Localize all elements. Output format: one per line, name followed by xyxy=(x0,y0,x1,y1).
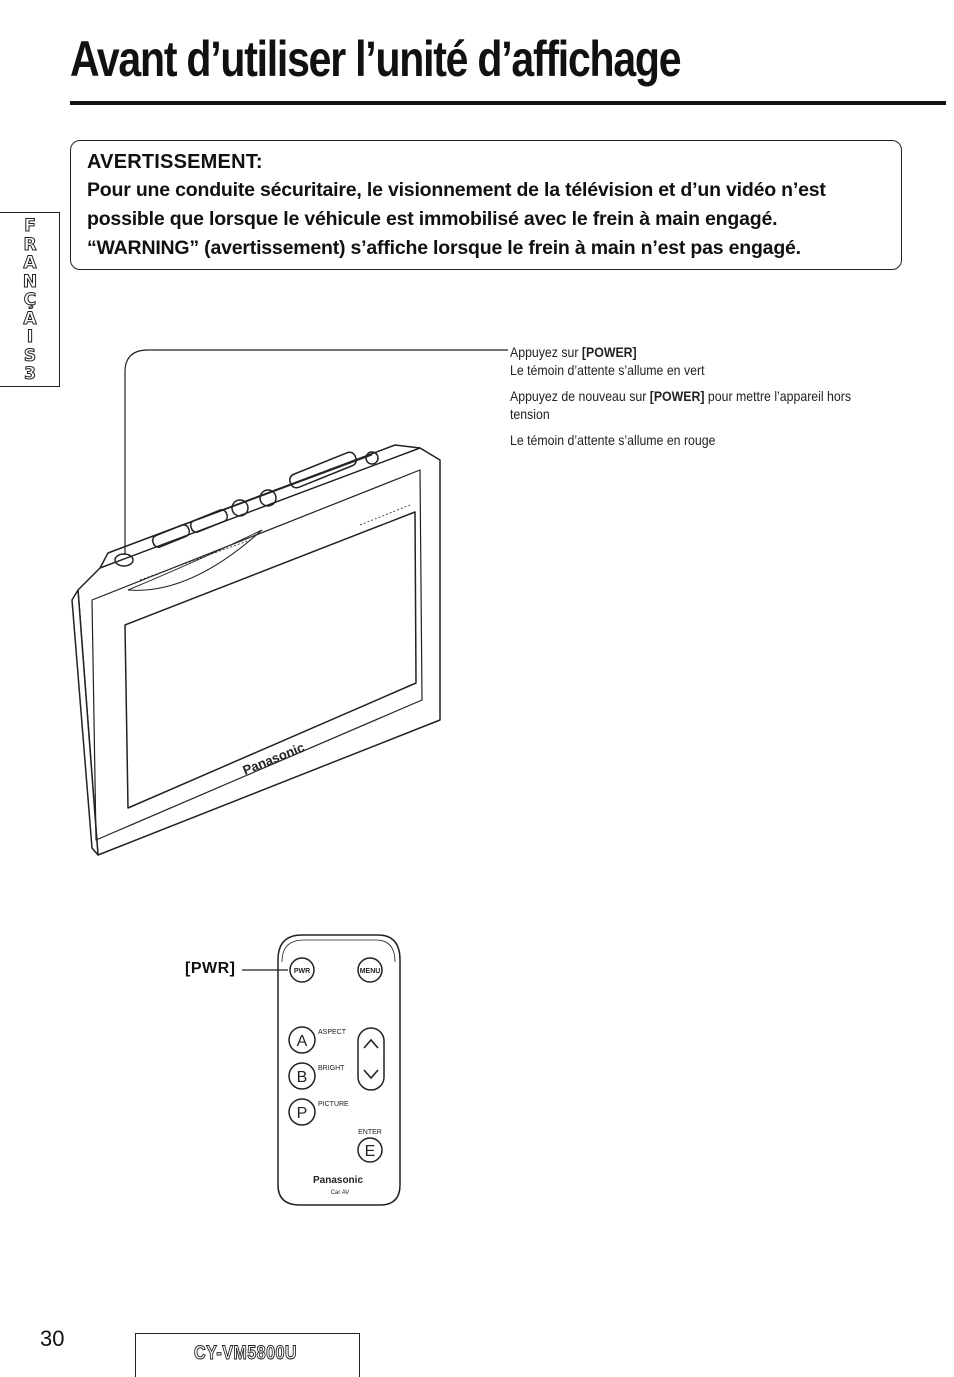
standby-red-line: Le témoin d’attente s’allume en rouge xyxy=(510,432,716,448)
remote-aspect-label: ASPECT xyxy=(318,1029,347,1036)
remote-up-down-rocker xyxy=(358,1028,384,1090)
page-number: 30 xyxy=(40,1326,65,1351)
standby-green-line: Le témoin d’attente s’allume en vert xyxy=(510,362,705,378)
page-title: Avant d’utiliser l’unité d’affichage xyxy=(70,31,681,87)
remote-a-text: A xyxy=(296,1033,308,1050)
remote-menu-text: MENU xyxy=(359,968,381,975)
monitor-illustration xyxy=(72,445,440,855)
model-name: CY-VM5800U xyxy=(194,1343,297,1364)
press-power-line: Appuyez sur [POWER] xyxy=(510,344,637,360)
monitor-brand: Panasonic xyxy=(240,739,307,778)
remote-pwr-text: PWR xyxy=(293,968,311,975)
remote-p-text: P xyxy=(296,1105,308,1122)
press-again-line: Appuyez de nouveau sur [POWER] pour mettre l’appareil hors tension xyxy=(510,388,852,422)
warning-heading: AVERTISSEMENT: xyxy=(87,151,263,173)
remote-enter-label: ENTER xyxy=(358,1129,382,1136)
remote-sub-brand: Car AV xyxy=(330,1190,350,1196)
remote-picture-label: PICTURE xyxy=(318,1101,349,1108)
remote-bright-label: BRIGHT xyxy=(318,1065,345,1072)
remote-b-text: B xyxy=(296,1069,308,1086)
model-footer-box xyxy=(135,1333,360,1377)
remote-brand: Panasonic xyxy=(312,1175,364,1186)
side-tab-letters: F R A N Ç A I S 3 xyxy=(22,216,38,384)
pwr-callout-label: [PWR] xyxy=(185,960,236,977)
warning-text: Pour une conduite sécuritaire, le visionnement de la télévision et d’un vidéo n’est possible que lorsque le véhicule est immobilisé avec le frein à main engagé. “WARNING” (avertissement) s’affiche lorsque le frein à main n’est pas engagé. xyxy=(87,179,826,259)
remote-e-text: E xyxy=(364,1143,376,1160)
